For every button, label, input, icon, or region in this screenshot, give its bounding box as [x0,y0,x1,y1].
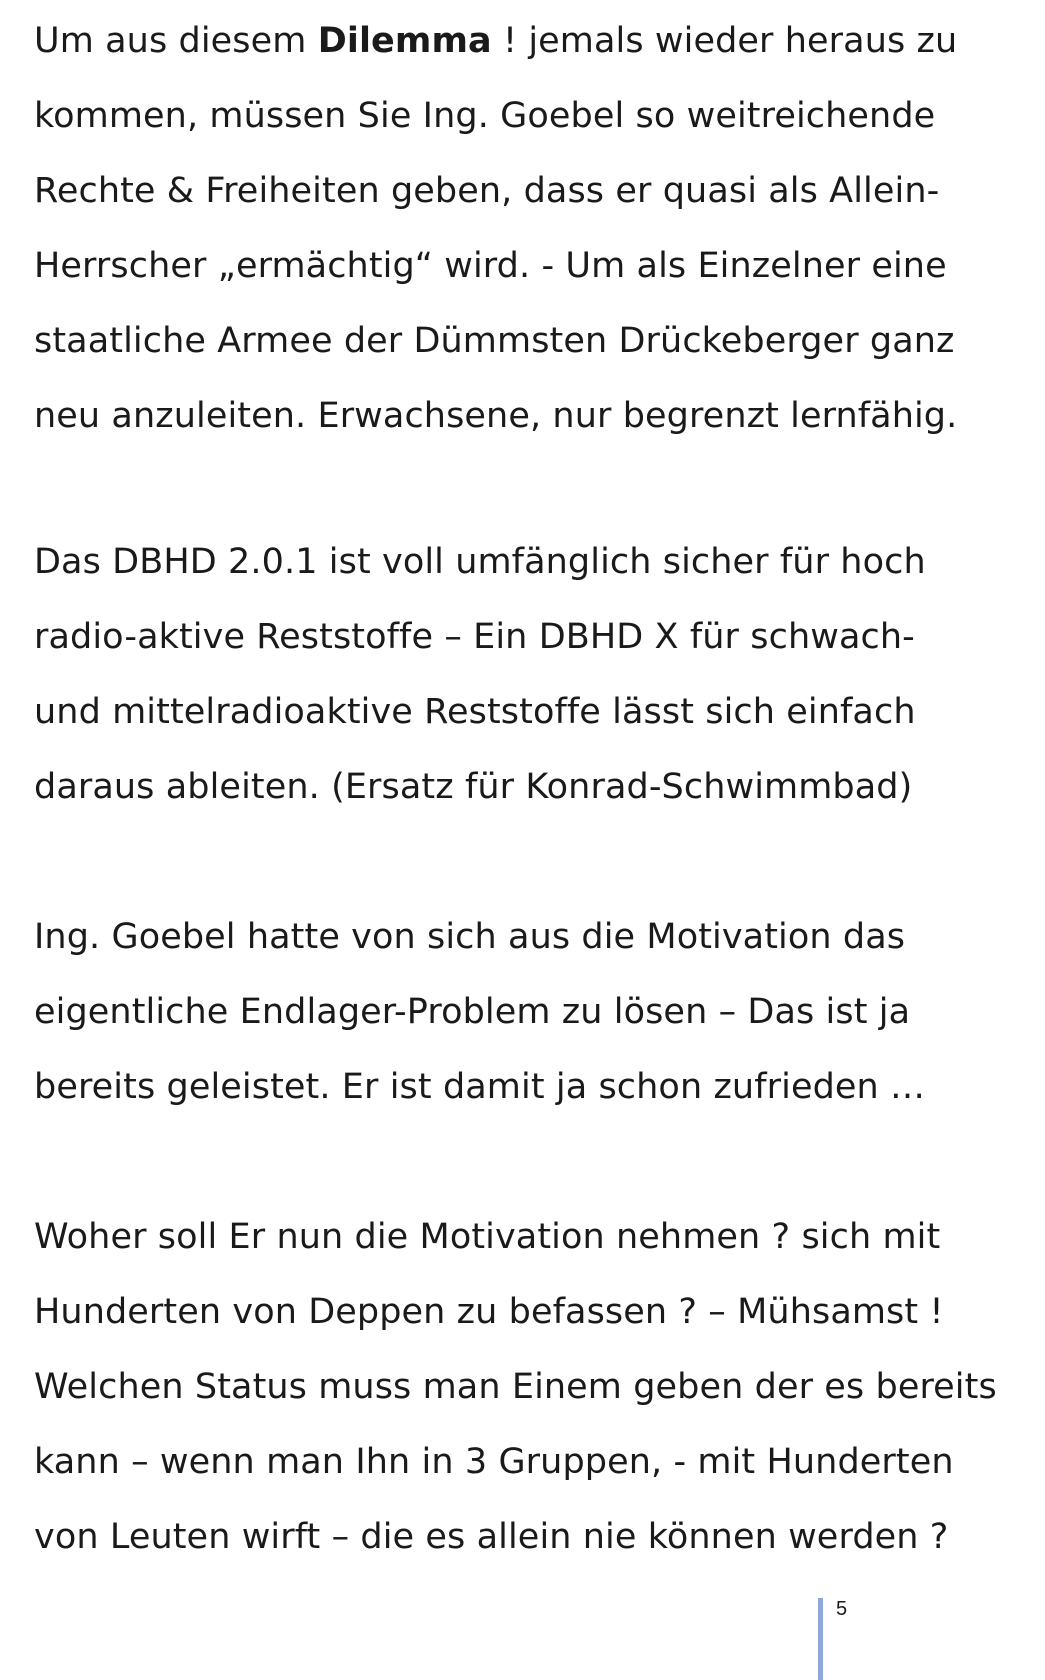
text-line: Woher soll Er nun die Motivation nehmen ? sich mit [34,1217,941,1257]
text-line: daraus ableiten. (Ersatz für Konrad-Schwimmbad) [34,767,913,807]
text-line: kann – wenn man Ihn in 3 Gruppen, - mit Hunderten [34,1442,954,1482]
text-line: radio-aktive Reststoffe – Ein DBHD X für schwach- [34,617,915,657]
text-line: neu anzuleiten. Erwachsene, nur begrenzt lernfähig. [34,396,958,436]
text-line [34,4,1034,79]
bold-term: Dilemma [317,21,492,61]
text-line: eigentliche Endlager-Problem zu lösen – Das ist ja [34,992,911,1032]
text-line: Das DBHD 2.0.1 ist voll umfänglich sicher für hoch [34,542,926,582]
text-line: Ing. Goebel hatte von sich aus die Motivation das [34,917,906,957]
text-line: Welchen Status muss man Einem geben der es bereits [34,1367,997,1407]
paragraph-1 [34,4,1034,454]
footer-divider [818,1598,823,1680]
text-line: bereits geleistet. Er ist damit ja schon zufrieden … [34,1067,926,1107]
page-number: 5 [836,1598,848,1620]
text-line: und mittelradioaktive Reststoffe lässt sich einfach [34,692,916,732]
text-run: ! jemals wieder heraus zu [491,21,958,61]
text-line: staatliche Armee der Dümmsten Drückeberger ganz [34,321,955,361]
text-line: Hunderten von Deppen zu befassen ? – Mühsamst ! [34,1292,944,1332]
text-line: Rechte & Freiheiten geben, dass er quasi als Allein- [34,171,940,211]
text-line: von Leuten wirft – die es allein nie können werden ? [34,1517,949,1557]
text-line: kommen, müssen Sie Ing. Goebel so weitreichende [34,96,936,136]
paragraph-3 [34,900,1034,1125]
paragraph-4 [34,1200,1034,1575]
text-line: Herrscher „ermächtig“ wird. - Um als Einzelner eine [34,246,947,286]
text-run: Um aus diesem [34,21,318,61]
paragraph-2 [34,525,1034,825]
